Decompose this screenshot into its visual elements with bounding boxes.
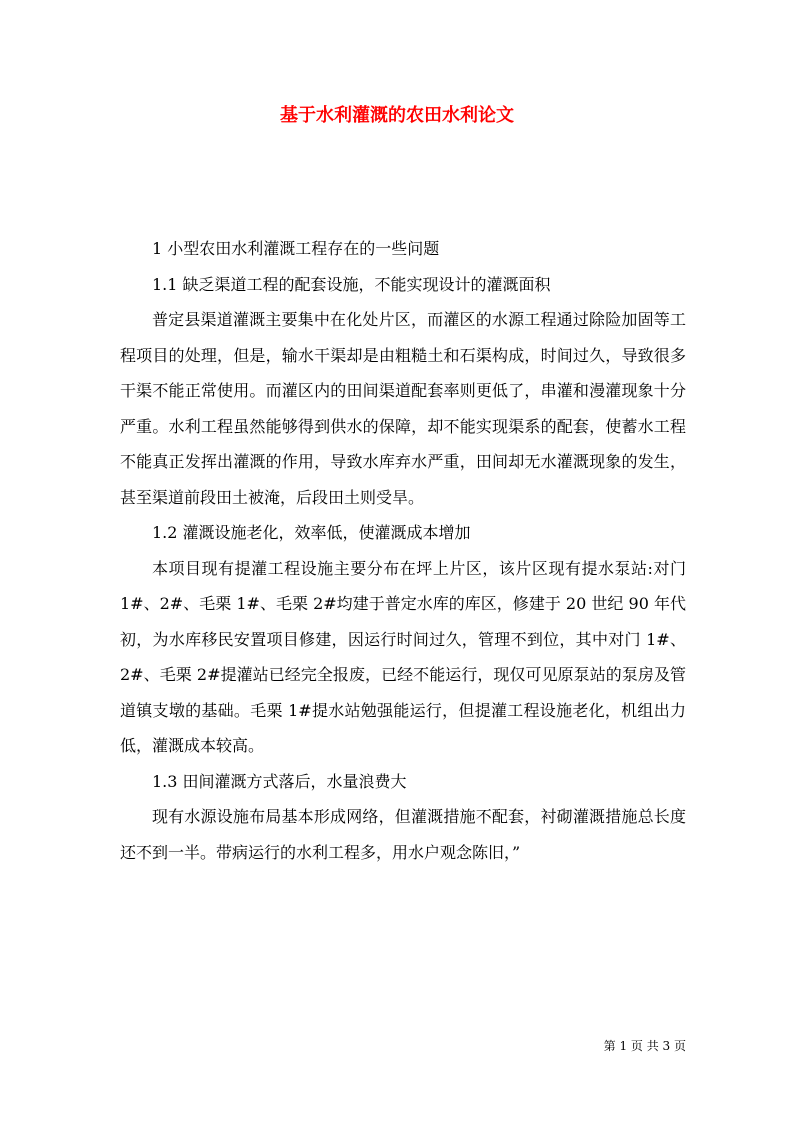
- section-heading-1-3: 1.3 田间灌溉方式落后，水量浪费大: [152, 771, 407, 791]
- section-heading-1-2: 1.2 灌溉设施老化，效率低，使灌溉成本增加: [152, 523, 471, 542]
- body-paragraph-1: 普定县渠道灌溉主要集中在化处片区，而灌区的水源工程通过除险加固等工程项目的处理，但是，输水干渠却是由粗糙土和石渠构成，时间过久，导致很多干渠不能正常使用。而灌区内的田间渠道配套率则更低了，串灌和漫灌现象十分严重。水利工程虽然能够得到供水的保障，却不能实现渠系的配套，使蓄水工程不能真正发挥出灌溉的作用，导致水库弃水严重，田间却无水灌溉现象的发生，甚至渠道前段田土被淹，后段田土则受旱。: [120, 310, 686, 507]
- document-body: [120, 231, 686, 870]
- body-paragraph-3: 现有水源设施布局基本形成网络，但灌溉措施不配套，衬砌灌溉措施总长度还不到一半。带病运行的水利工程多，用水户观念陈旧，”: [120, 807, 686, 862]
- section-heading-1: 1 小型农田水利灌溉工程存在的一些问题: [152, 239, 440, 258]
- document-title: 基于水利灌溉的农田水利论文: [280, 105, 514, 126]
- section-heading-1-1: 1.1 缺乏渠道工程的配套设施，不能实现设计的灌溉面积: [152, 274, 551, 294]
- page-footer: 第 1 页 共 3 页: [603, 1039, 686, 1053]
- body-paragraph-2: 本项目现有提灌工程设施主要分布在坪上片区，该片区现有提水泵站:对门 1#、2#、毛栗 1#、毛栗 2#均建于普定水库的库区，修建于 20 世纪 90 年代初，为水库移民安置项目修建，因运行时间过久，管理不到位，其中对门 1#、2#、毛栗 2#提灌站已经完全报废，已经不能运行，现仅可见原泵站的泵房及管道镇支墩的基础。毛栗 1#提水站勉强能运行，但提灌工程设施老化，机组出力低，灌溉成本较高。: [120, 558, 686, 755]
